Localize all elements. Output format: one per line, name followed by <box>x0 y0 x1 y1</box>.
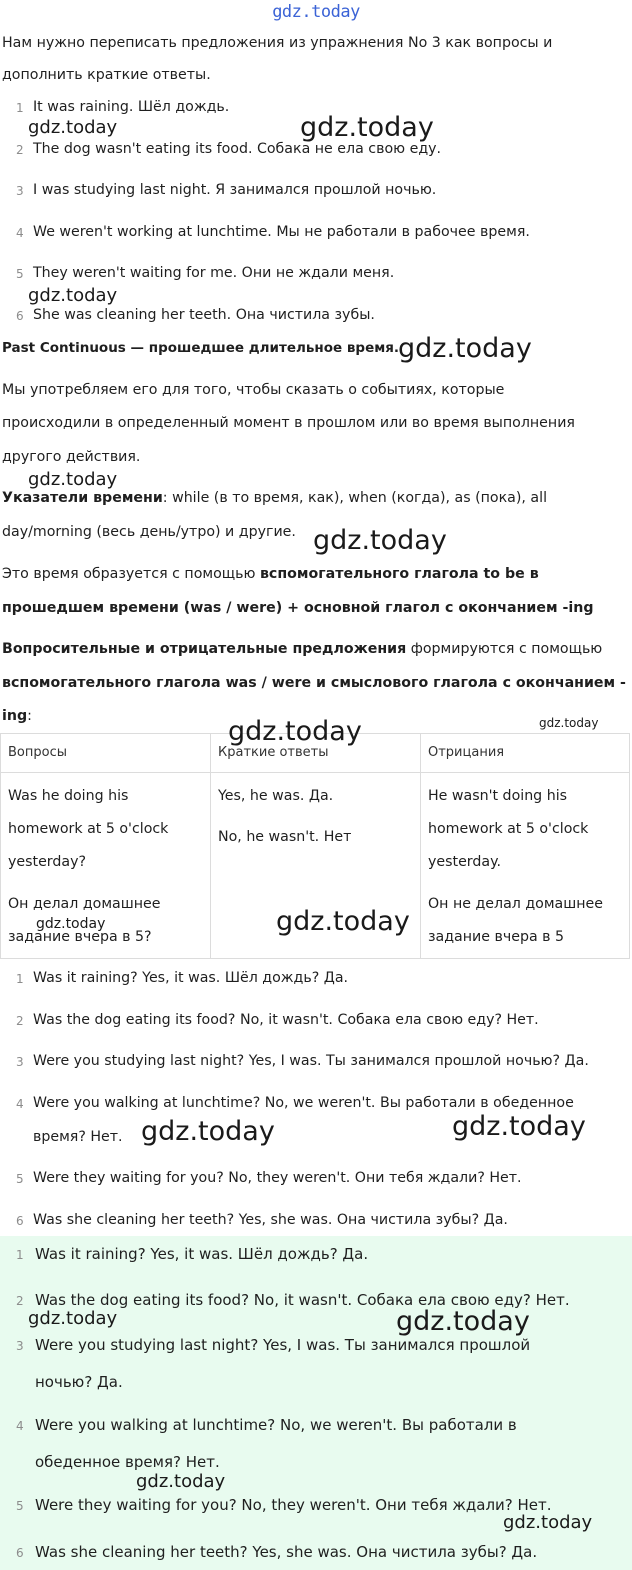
watermark: gdz.today <box>141 1116 275 1147</box>
watermark: gdz.today <box>276 906 410 937</box>
list-number: 6 <box>16 309 24 323</box>
list-item: I was studying last night. Я занимался прошлой ночью. <box>33 182 437 198</box>
answer-item: Was it raining? Yes, it was. Шёл дождь? Да. <box>35 1245 369 1263</box>
table-divider <box>420 734 421 958</box>
watermark: gdz.today <box>300 112 434 143</box>
formation-line-2: прошедшем времени (was / were) + основной глагол с окончанием -ing <box>2 600 594 616</box>
table-cell: Was he doing his <box>8 788 129 804</box>
list-number: 2 <box>16 1014 24 1028</box>
usage-line-1: Мы употребляем его для того, чтобы сказать о событиях, которые <box>2 382 505 398</box>
list-number: 1 <box>16 972 24 986</box>
list-item: They weren't waiting for me. Они не ждали меня. <box>33 265 395 281</box>
list-item: We weren't working at lunchtime. Мы не работали в рабочее время. <box>33 224 530 240</box>
watermark: gdz.today <box>503 1512 593 1533</box>
list-number: 2 <box>16 1294 24 1308</box>
list-number: 3 <box>16 1055 24 1069</box>
watermark: gdz.today <box>36 916 106 932</box>
list-item: Were they waiting for you? No, they weren't. Они тебя ждали? Нет. <box>33 1170 522 1186</box>
answer-item: Were they waiting for you? No, they weren't. Они тебя ждали? Нет. <box>35 1496 552 1514</box>
watermark: gdz.today <box>313 525 447 556</box>
list-number: 1 <box>16 1248 24 1262</box>
questions-rule-ing: ing <box>2 708 28 724</box>
questions-rule-rest: формируются с помощью <box>406 641 603 657</box>
list-item: Was the dog eating its food? No, it wasn't. Собака ела свою еду? Нет. <box>33 1012 539 1028</box>
intro-line-1: Нам нужно переписать предложения из упражнения No 3 как вопросы и <box>2 35 553 51</box>
table-header-short-answers: Краткие ответы <box>218 745 329 760</box>
formation-bold: вспомогательного глагола to be в <box>259 566 539 582</box>
list-item: Was she cleaning her teeth? Yes, she was. Она чистила зубы? Да. <box>33 1212 508 1228</box>
list-number: 6 <box>16 1214 24 1228</box>
table-cell: homework at 5 o'clock <box>428 821 589 837</box>
list-item: It was raining. Шёл дождь. <box>33 99 230 115</box>
table-cell: yesterday? <box>8 854 87 870</box>
answer-item-continuation: обеденное время? Нет. <box>35 1453 220 1471</box>
list-item: Was it raining? Yes, it was. Шёл дождь? Да. <box>33 970 349 986</box>
list-number: 3 <box>16 184 24 198</box>
list-number: 5 <box>16 1172 24 1186</box>
time-markers-line-2: day/morning (весь день/утро) и другие. <box>2 524 296 540</box>
watermark: gdz.today <box>28 1308 118 1329</box>
watermark: gdz.today <box>28 117 118 138</box>
watermark: gdz.today <box>28 469 118 490</box>
answer-item: Were you studying last night? Yes, I was. Ты занимался прошлой <box>35 1336 531 1354</box>
list-number: 3 <box>16 1339 24 1353</box>
time-markers-label: Указатели времени <box>2 490 163 506</box>
table-cell: He wasn't doing his <box>428 788 568 804</box>
list-item: The dog wasn't eating its food. Собака не ела свою еду. <box>33 141 442 157</box>
questions-rule-bold: Вопросительные и отрицательные предложения <box>2 641 407 657</box>
table-divider <box>210 734 211 958</box>
formation-line-1 <box>2 557 539 591</box>
list-number: 4 <box>16 1097 24 1111</box>
list-item: She was cleaning her teeth. Она чистила зубы. <box>33 307 375 323</box>
answer-item-continuation: ночью? Да. <box>35 1373 123 1391</box>
list-number: 4 <box>16 226 24 240</box>
watermark: gdz.today <box>398 333 532 364</box>
usage-line-2: происходили в определенный момент в прошлом или во время выполнения <box>2 415 575 431</box>
answer-item: Was she cleaning her teeth? Yes, she was. Она чистила зубы? Да. <box>35 1543 538 1561</box>
answer-item: Were you walking at lunchtime? No, we weren't. Вы работали в <box>35 1416 517 1434</box>
table-cell: задание вчера в 5 <box>428 929 565 945</box>
table-cell: Он делал домашнее <box>8 896 161 912</box>
watermark: gdz.today <box>539 716 599 730</box>
list-number: 6 <box>16 1546 24 1560</box>
site-logo[interactable]: gdz.today <box>272 2 360 22</box>
watermark: gdz.today <box>136 1471 226 1492</box>
table-cell: задание вчера в 5? <box>8 929 152 945</box>
questions-rule-line-2: вспомогательного глагола was / were и смыслового глагола с окончанием - <box>2 675 626 691</box>
list-number: 5 <box>16 1499 24 1513</box>
watermark: gdz.today <box>396 1306 530 1337</box>
intro-line-2: дополнить краткие ответы. <box>2 67 211 83</box>
list-number: 4 <box>16 1419 24 1433</box>
time-markers-text: : while (в то время, как), when (когда), as (пока), all <box>162 490 548 506</box>
usage-line-3: другого действия. <box>2 449 141 465</box>
list-number: 5 <box>16 267 24 281</box>
answer-item: Was the dog eating its food? No, it wasn't. Собака ела свою еду? Нет. <box>35 1291 570 1309</box>
table-header-negatives: Отрицания <box>428 745 505 760</box>
list-item-continuation: время? Нет. <box>33 1129 123 1145</box>
past-continuous-heading: Past Continuous — прошедшее длительное время. <box>2 340 400 356</box>
table-cell: Yes, he was. Да. <box>218 788 334 804</box>
list-item: Were you studying last night? Yes, I was. Ты занимался прошлой ночью? Да. <box>33 1053 589 1069</box>
table-cell: No, he wasn't. Нет <box>218 829 352 845</box>
watermark: gdz.today <box>28 285 118 306</box>
list-number: 1 <box>16 101 24 115</box>
questions-rule-line-1 <box>2 632 602 666</box>
questions-rule-colon: : <box>27 708 32 724</box>
questions-rule-line-3 <box>2 699 32 733</box>
table-cell: yesterday. <box>428 854 501 870</box>
list-item: Were you walking at lunchtime? No, we weren't. Вы работали в обеденное <box>33 1095 574 1111</box>
watermark: gdz.today <box>228 716 362 747</box>
formation-prefix: Это время образуется с помощью <box>2 566 260 582</box>
table-cell: homework at 5 o'clock <box>8 821 169 837</box>
list-number: 2 <box>16 143 24 157</box>
table-cell: Он не делал домашнее <box>428 896 603 912</box>
watermark: gdz.today <box>452 1111 586 1142</box>
table-header-questions: Вопросы <box>8 745 67 760</box>
